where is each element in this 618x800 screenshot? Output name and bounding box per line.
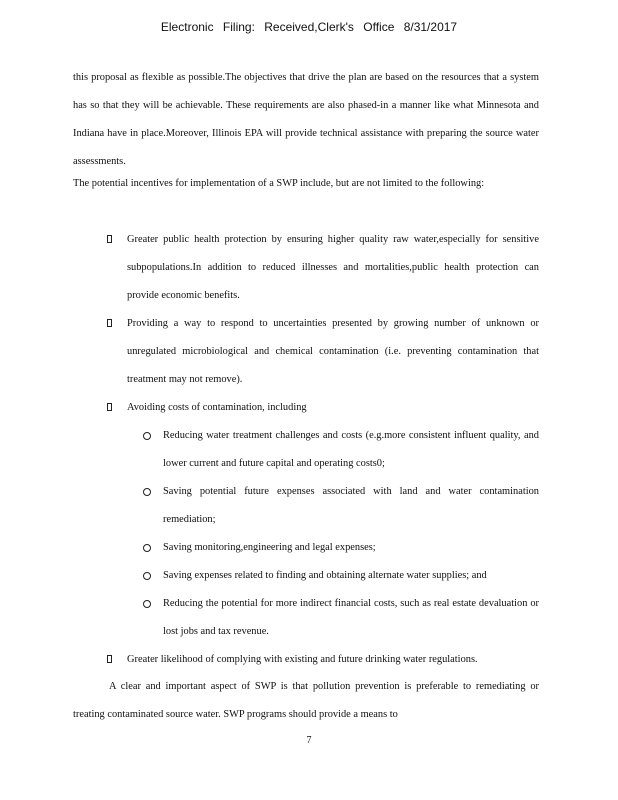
list-item-text: Providing a way to respond to uncertainties presented by growing number of unknown or unregulated microbiological and chemical contamination (i.e. preventing contamination that treatment may not remove). [127,318,539,385]
sublist-item [127,478,539,534]
list-item [73,646,539,674]
sublist-item [127,422,539,478]
sublist-item [127,562,539,590]
list-item-text: Greater likelihood of complying with existing and future drinking water regulations. [127,654,478,665]
sublist-item-text: Saving monitoring,engineering and legal expenses; [163,542,376,553]
sublist-item [127,534,539,562]
circle-bullet-icon [143,488,151,496]
page-number: 7 [306,735,312,746]
circle-bullet-icon [143,544,151,552]
list-item [73,394,539,646]
incentives-list [73,226,539,674]
square-bullet-icon [107,235,112,243]
square-bullet-icon [107,403,112,411]
sublist-item-text: Saving potential future expenses associated with land and water contamination remediation; [163,486,539,525]
sublist-item-text: Reducing water treatment challenges and costs (e.g.more consistent influent quality, and lower current and future capital and operating costs0; [163,430,539,469]
square-bullet-icon [107,319,112,327]
circle-bullet-icon [143,572,151,580]
circle-bullet-icon [143,600,151,608]
cost-avoidance-sublist [127,422,539,646]
square-bullet-icon [107,655,112,663]
list-item-text: Avoiding costs of contamination, including [127,402,307,413]
list-item-text: Greater public health protection by ensuring higher quality raw water,especially for sensitive subpopulations.In addition to reduced illnesses and mortalities,public health protection can provide economic benefits. [127,234,539,301]
paragraph-pollution-prevention: A clear and important aspect of SWP is that pollution prevention is preferable to remediating or treating contaminated source water. SWP programs should provide a means to [73,681,539,720]
electronic-filing-header: Electronic Filing: Received,Clerk's Office 8/31/2017 [160,20,458,34]
circle-bullet-icon [143,432,151,440]
sublist-item-text: Saving expenses related to finding and obtaining alternate water supplies; and [163,570,487,581]
sublist-item-text: Reducing the potential for more indirect financial costs, such as real estate devaluation or lost jobs and tax revenue. [163,598,539,637]
list-item [73,226,539,310]
list-item [73,310,539,394]
paragraph-incentives-intro: The potential incentives for implementation of a SWP include, but are not limited to the following: [73,178,485,189]
paragraph-flexible-proposal: this proposal as flexible as possible.The objectives that drive the plan are based on the resources that a system has so that they will be achievable. These requirements are also phased-in a manner like what Minnesota and Indiana have in place.Moreover, Illinois EPA will provide technical assistance with preparing the source water assessments. [73,72,539,167]
sublist-item [127,590,539,646]
